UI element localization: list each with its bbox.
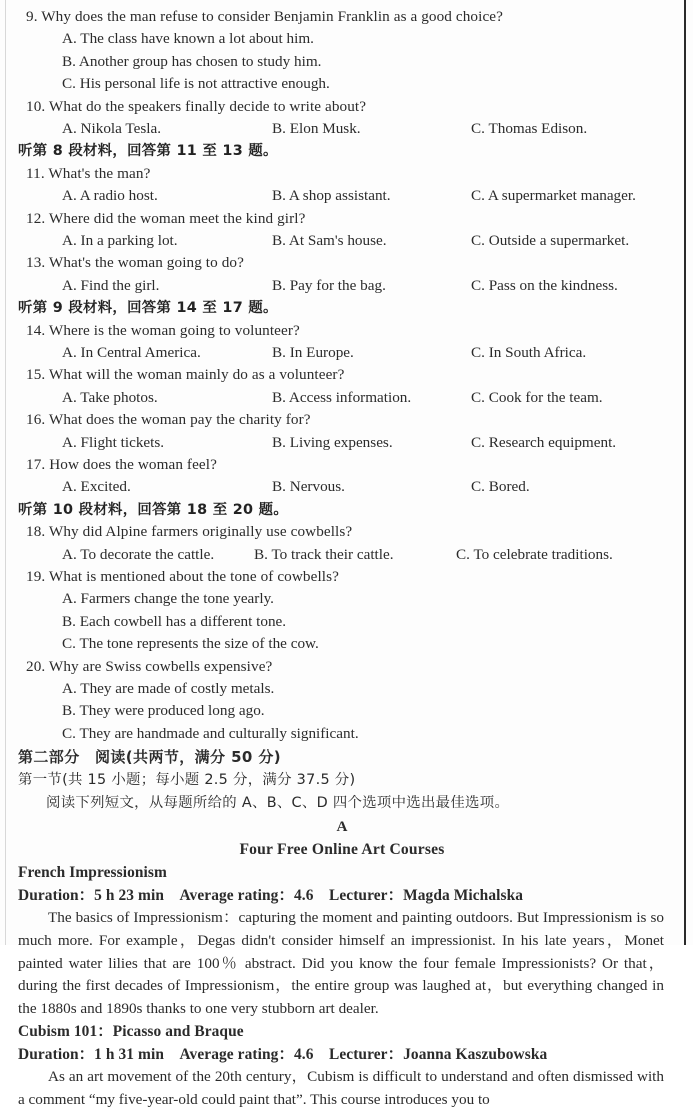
question-stem-19: [18, 566, 666, 588]
question-number-13: 13.: [26, 254, 46, 272]
option-row-17: [18, 476, 666, 498]
option-11-a[interactable]: A. A radio host.: [62, 187, 158, 205]
listening-direction-10: 听第 10 段材料，回答第 18 至 20 题。: [18, 501, 289, 518]
option-17-a[interactable]: A. Excited.: [62, 478, 131, 496]
question-number-9: 9.: [26, 8, 38, 25]
option-14-a[interactable]: A. In Central America.: [62, 344, 201, 362]
option-17-c[interactable]: C. Bored.: [471, 478, 530, 496]
question-text-10: What do the speakers finally decide to write about?: [48, 97, 367, 115]
option-17-b[interactable]: B. Nervous.: [272, 478, 345, 496]
option-16-a[interactable]: A. Flight tickets.: [62, 433, 165, 451]
question-stem-15: [18, 364, 666, 386]
option-row-13: [18, 275, 666, 297]
option-10-b[interactable]: B. Elon Musk.: [272, 120, 361, 138]
option-19-a[interactable]: A. Farmers change the tone yearly.: [62, 590, 274, 608]
question-number-15: 15.: [26, 366, 46, 384]
question-text-17: How does the woman feel?: [49, 456, 217, 474]
question-text-11: What's the man?: [48, 164, 151, 182]
option-20-b[interactable]: B. They were produced long ago.: [62, 702, 265, 720]
listening-direction-8: 听第 8 段材料，回答第 11 至 13 题。: [18, 143, 278, 160]
course-body-cubism-101: As an art movement of the 20th century，Cubism is difficult to understand and often dismissed with a comment “my five-year-old could paint that”. This course introduces you to: [18, 1068, 664, 1109]
option-12-c[interactable]: C. Outside a supermarket.: [471, 232, 630, 250]
question-text-14: Where is the woman going to volunteer?: [48, 321, 300, 339]
question-text-13: What's the woman going to do?: [48, 254, 244, 272]
option-12-a[interactable]: A. In a parking lot.: [62, 232, 178, 250]
question-text-12: Where did the woman meet the kind girl?: [48, 209, 306, 227]
question-stem-13: [18, 252, 666, 274]
option-20-c[interactable]: C. They are handmade and culturally significant.: [62, 724, 359, 742]
course-meta-french-impressionism: Duration：5 h 23 min Average rating：4.6 Lecturer：Magda Michalska: [18, 887, 524, 905]
option-18-c[interactable]: C. To celebrate traditions.: [456, 545, 613, 563]
question-number-20: 20.: [26, 657, 46, 675]
option-13-a[interactable]: A. Find the girl.: [62, 276, 160, 294]
passage-title: Four Free Online Art Courses: [239, 841, 445, 859]
question-text-9: Why does the man refuse to consider Benjamin Franklin as a good choice?: [41, 8, 503, 25]
option-16-c[interactable]: C. Research equipment.: [471, 433, 617, 451]
option-11-c[interactable]: C. A supermarket manager.: [471, 187, 636, 205]
option-row-18: [18, 544, 666, 566]
question-stem-17: [18, 454, 666, 476]
option-row-14: [18, 342, 666, 364]
question-stem-10: [18, 96, 666, 118]
option-15-a[interactable]: A. Take photos.: [62, 388, 158, 406]
option-11-b[interactable]: B. A shop assistant.: [272, 187, 391, 205]
question-stem-16: [18, 409, 666, 431]
question-number-12: 12.: [26, 209, 46, 227]
course-meta-cubism-101: Duration：1 h 31 min Average rating：4.6 Lecturer：Joanna Kaszubowska: [18, 1046, 548, 1064]
option-row-16: [18, 432, 666, 454]
option-9-a[interactable]: A. The class have known a lot about him.: [62, 30, 314, 48]
question-text-16: What does the woman pay the charity for?: [48, 411, 311, 429]
question-stem-9: [18, 6, 666, 28]
part-two-heading: 第二部分 阅读(共两节，满分 50 分): [18, 748, 282, 767]
option-18-a[interactable]: A. To decorate the cattle.: [62, 545, 215, 563]
option-row-10: [18, 118, 666, 140]
question-number-19: 19.: [26, 568, 46, 586]
option-16-b[interactable]: B. Living expenses.: [272, 433, 393, 451]
option-9-b[interactable]: B. Another group has chosen to study him.: [62, 52, 322, 70]
question-stem-20: [18, 656, 666, 678]
question-number-14: 14.: [26, 321, 46, 339]
passage-letter-a: A: [336, 818, 348, 836]
option-15-c[interactable]: C. Cook for the team.: [471, 388, 603, 406]
option-row-12: [18, 230, 666, 252]
question-text-19: What is mentioned about the tone of cowbells?: [48, 568, 339, 586]
question-stem-12: [18, 208, 666, 230]
option-13-b[interactable]: B. Pay for the bag.: [272, 276, 386, 294]
option-12-b[interactable]: B. At Sam's house.: [272, 232, 387, 250]
course-name-cubism-101: Cubism 101：Picasso and Braque: [18, 1023, 244, 1041]
option-14-c[interactable]: C. In South Africa.: [471, 344, 587, 362]
question-text-15: What will the woman mainly do as a volunteer?: [48, 366, 345, 384]
question-stem-18: [18, 521, 666, 543]
option-10-a[interactable]: A. Nikola Tesla.: [62, 120, 162, 138]
section-one-instruction: 阅读下列短文，从每题所给的 A、B、C、D 四个选项中选出最佳选项。: [46, 794, 510, 811]
course-body-french-impressionism: The basics of Impressionism：capturing the moment and painting outdoors. But Impressionism is so much more. For example，Degas didn't consider himself an impressionist. In his late years，Monet painted water lilies that are 100％ abstract. Did you know the four female Impressionists? Or that，during the first decades of Impressionism，the entire group was laughed at，but everything changed in the 1880s and 1890s thanks to one very stubborn art dealer.: [18, 909, 664, 1017]
option-19-b[interactable]: B. Each cowbell has a different tone.: [62, 612, 287, 630]
question-number-18: 18.: [26, 523, 46, 541]
question-stem-11: [18, 163, 666, 185]
option-18-b[interactable]: B. To track their cattle.: [254, 545, 394, 563]
question-number-17: 17.: [26, 456, 46, 474]
question-text-18: Why did Alpine farmers originally use cowbells?: [48, 523, 353, 541]
question-number-16: 16.: [26, 411, 46, 429]
option-row-11: [18, 185, 666, 207]
option-10-c[interactable]: C. Thomas Edison.: [471, 120, 588, 138]
question-text-20: Why are Swiss cowbells expensive?: [48, 657, 273, 675]
question-number-10: 10.: [26, 97, 46, 115]
option-20-a[interactable]: A. They are made of costly metals.: [62, 680, 275, 698]
question-number-11: 11.: [26, 164, 45, 182]
listening-direction-9: 听第 9 段材料，回答第 14 至 17 题。: [18, 300, 278, 317]
option-9-c[interactable]: C. His personal life is not attractive enough.: [62, 75, 330, 93]
section-one-heading: 第一节(共 15 小题；每小题 2.5 分，满分 37.5 分): [18, 772, 356, 789]
option-row-15: [18, 387, 666, 409]
option-15-b[interactable]: B. Access information.: [272, 388, 412, 406]
question-stem-14: [18, 320, 666, 342]
course-name-french-impressionism: French Impressionism: [18, 864, 167, 882]
option-13-c[interactable]: C. Pass on the kindness.: [471, 276, 618, 294]
page-right-rule: [684, 0, 686, 945]
option-14-b[interactable]: B. In Europe.: [272, 344, 354, 362]
option-19-c[interactable]: C. The tone represents the size of the cow.: [62, 635, 319, 653]
